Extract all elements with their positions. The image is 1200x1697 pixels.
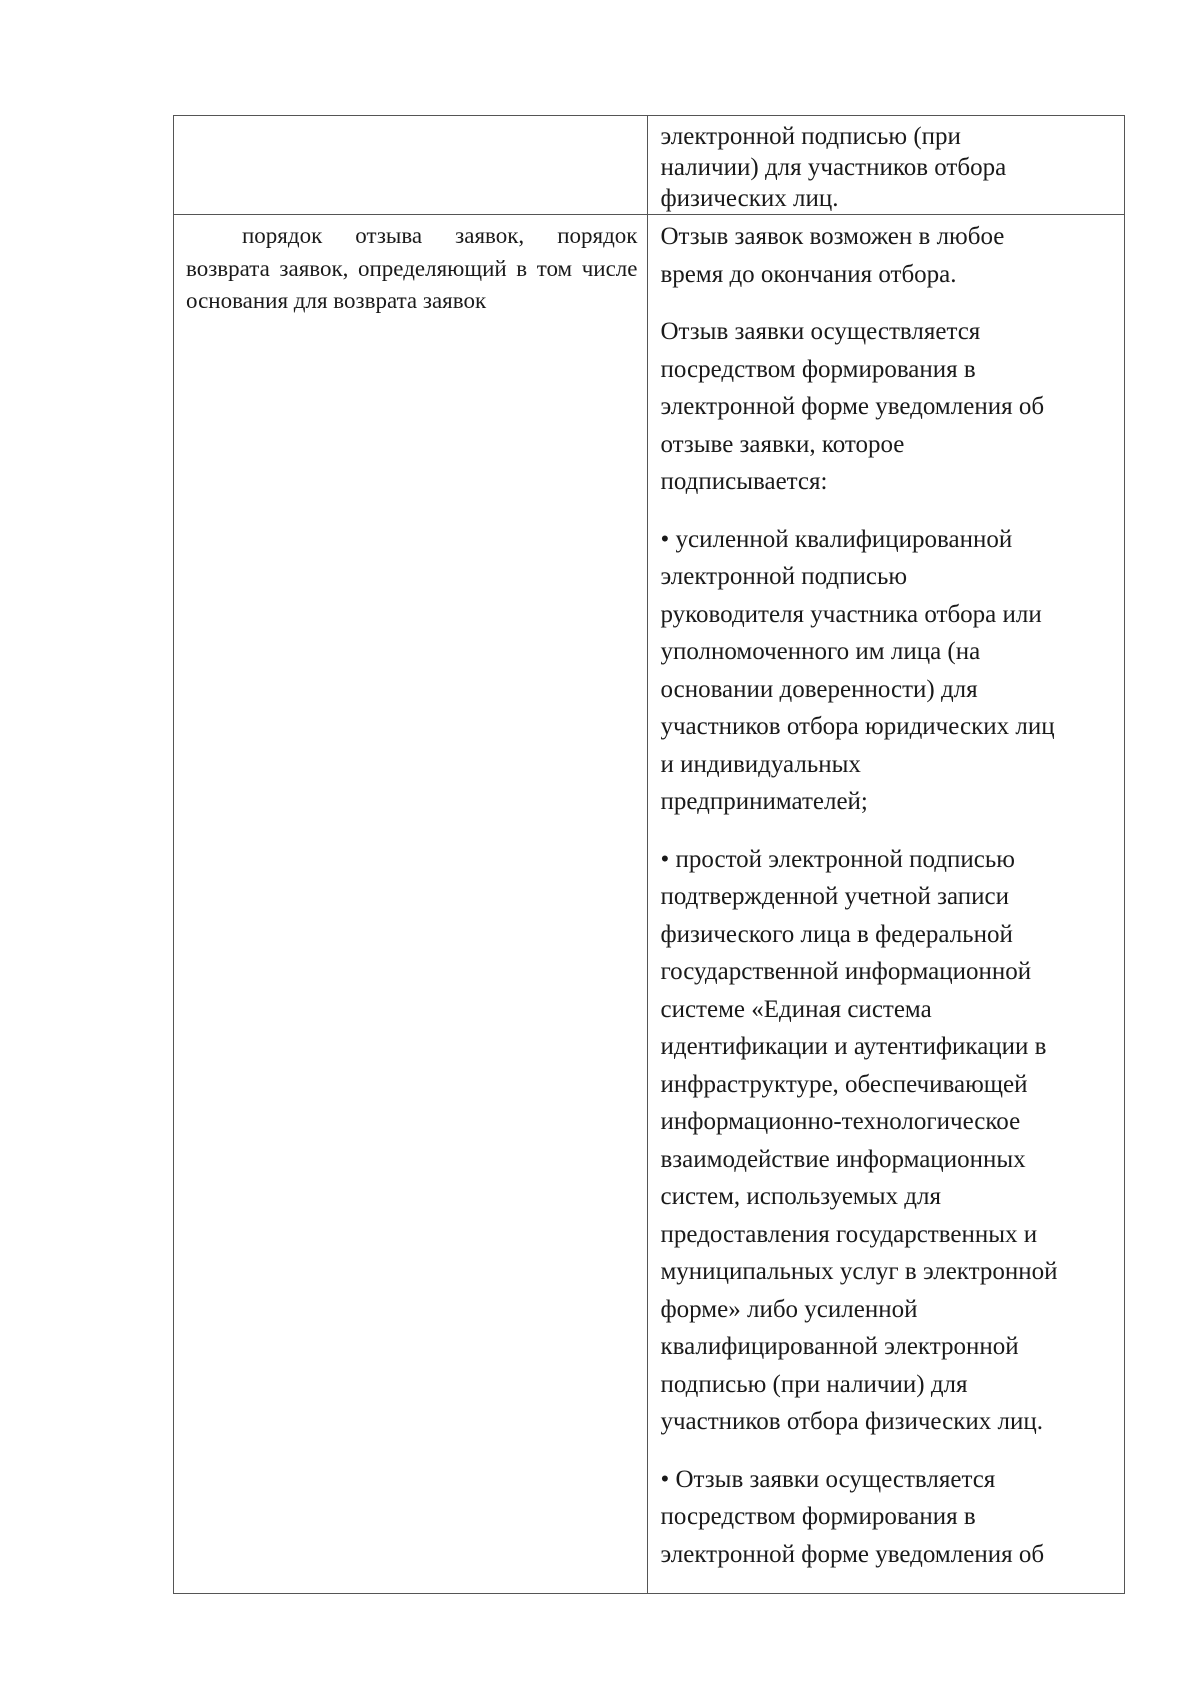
paragraph-line: посредством формирования в [660, 1503, 976, 1530]
requirement-description [648, 215, 1124, 1573]
description-paragraph [660, 841, 1118, 1441]
paragraph-line: инфраструктуре, обеспечивающей [660, 1070, 1028, 1098]
paragraph-line: подписывается: [660, 468, 828, 495]
paragraph-line: взаимодействие информационных [660, 1145, 1026, 1173]
paragraph-line: форме» либо усиленной [660, 1295, 918, 1323]
paragraph-line: идентификации и аутентификации в [660, 1033, 1047, 1060]
paragraph-line: физического лица в федеральной [660, 920, 1013, 948]
paragraph-line: электронной подписью [660, 563, 908, 590]
paragraph-line: основании доверенности) для [660, 675, 978, 703]
paragraph-line: • Отзыв заявки осуществляется [660, 1465, 996, 1493]
continued-line: наличии) для участников отбора [660, 154, 1007, 181]
document-table [173, 115, 1125, 1594]
paragraph-line: системе «Единая система [660, 995, 932, 1023]
requirement-label: порядок отзыва заявок, порядок возврата заявок, определяющий в том числе основания для возврата заявок [186, 223, 638, 313]
paragraph-line: время до окончания отбора. [660, 260, 957, 288]
paragraph-line: и индивидуальных [660, 750, 861, 778]
paragraph-line: • усиленной квалифицированной [660, 525, 1013, 553]
paragraph-line: электронной форме уведомления об [660, 1540, 1045, 1568]
table-row [174, 215, 1125, 1594]
paragraph-line: участников отбора юридических лиц [660, 713, 1055, 740]
row2-right-cell [648, 215, 1125, 1594]
paragraph-line: электронной форме уведомления об [660, 393, 1045, 420]
paragraph-line: участников отбора физических лиц. [660, 1408, 1044, 1435]
paragraph-line: посредством формирования в [660, 355, 976, 383]
description-paragraph [660, 313, 1118, 501]
row1-right-cell [648, 116, 1125, 215]
paragraph-line: подтвержденной учетной записи [660, 883, 1009, 910]
description-paragraph [660, 218, 1118, 293]
paragraph-line: муниципальных услуг в электронной [660, 1258, 1058, 1285]
paragraph-line: государственной информационной [660, 958, 1032, 985]
paragraph-line: • простой электронной подписью [660, 845, 1015, 873]
description-paragraph [660, 521, 1118, 821]
paragraph-line: руководителя участника отбора или [660, 600, 1042, 628]
paragraph-line: Отзыв заявок возможен в любое [660, 223, 1005, 250]
paragraph-line: отзыве заявки, которое [660, 430, 905, 458]
row1-left-cell [174, 116, 648, 215]
continued-line: электронной подписью (при [660, 123, 961, 150]
paragraph-line: предоставления государственных и [660, 1220, 1038, 1248]
continued-text [648, 116, 1124, 214]
paragraph-line: предпринимателей; [660, 788, 868, 815]
paragraph-line: информационно-технологическое [660, 1108, 1021, 1135]
table-row [174, 116, 1125, 215]
description-paragraph [660, 1461, 1118, 1574]
paragraph-line: подписью (при наличии) для [660, 1370, 968, 1398]
paragraph-line: Отзыв заявки осуществляется [660, 318, 981, 345]
row2-left-cell [174, 215, 648, 1594]
paragraph-line: уполномоченного им лица (на [660, 638, 981, 665]
paragraph-line: систем, используемых для [660, 1183, 941, 1210]
paragraph-line: квалифицированной электронной [660, 1333, 1019, 1360]
continued-line: физических лиц. [660, 185, 839, 212]
